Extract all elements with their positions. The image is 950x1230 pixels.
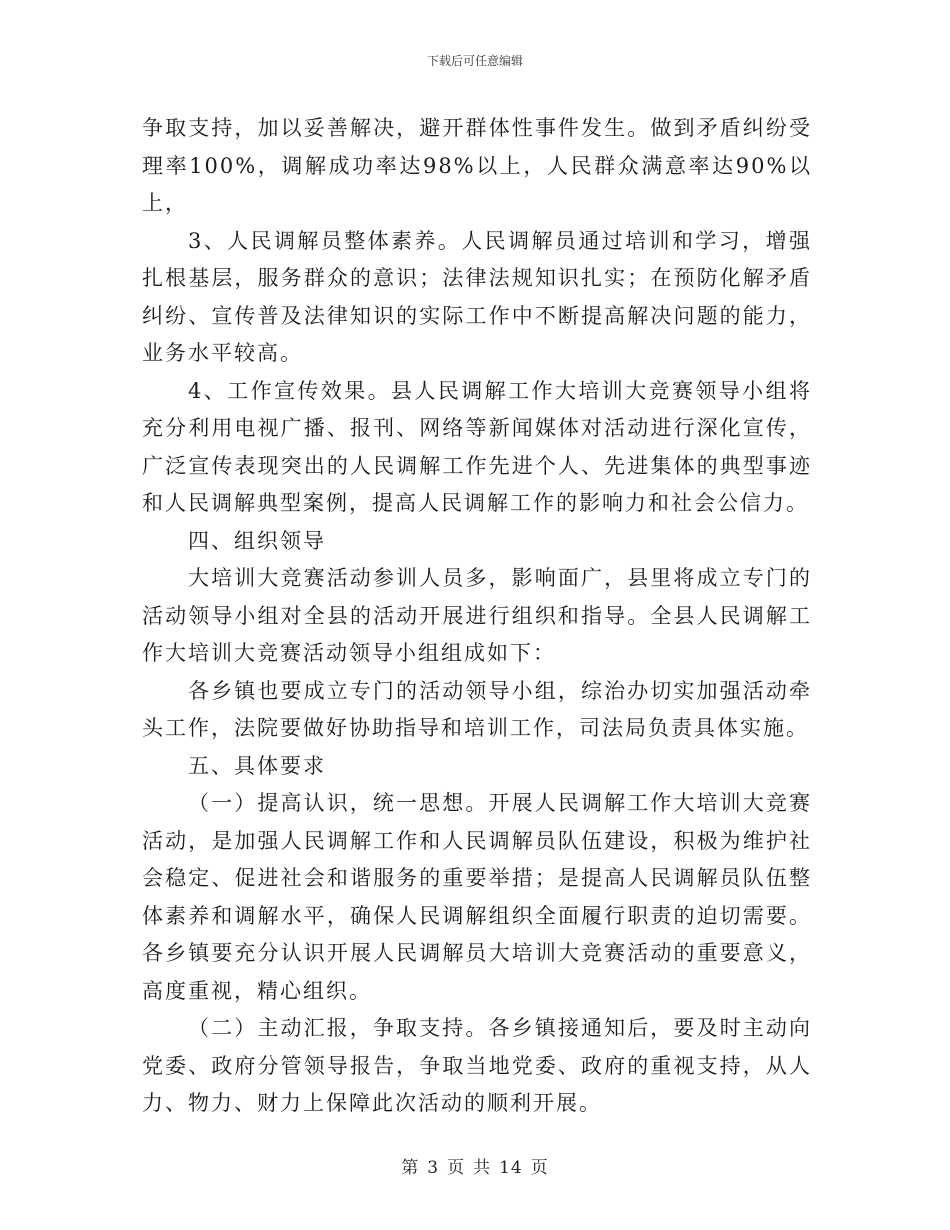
current-page-number: 3 xyxy=(427,1158,440,1178)
paragraph: 大培训大竞赛活动参训人员多，影响面广，县里将成立专门的活动领导小组对全县的活动开展进行组织和指导。全县人民调解工作大培训大竞赛活动领导小组组成如下： xyxy=(142,566,812,665)
page-header: 下载后可任意编辑 xyxy=(426,54,523,68)
footer-page-word: 页 xyxy=(447,1158,466,1178)
document-body xyxy=(142,110,812,1123)
section-heading: 五、具体要求 xyxy=(188,753,326,778)
paragraph: 4、工作宣传效果。县人民调解工作大培训大竞赛领导小组将充分利用电视广播、报刊、网络等新闻媒体对活动进行深化宣传，广泛宣传表现突出的人民调解工作先进个人、先进集体的典型事迹和人民调解典型案例，提高人民调解工作的影响力和社会公信力。 xyxy=(142,378,812,515)
section-heading: 四、组织领导 xyxy=(188,528,326,553)
paragraph: （二）主动汇报，争取支持。各乡镇接通知后，要及时主动向党委、政府分管领导报告，争取当地党委、政府的重视支持，从人力、物力、财力上保障此次活动的顺利开展。 xyxy=(142,1016,812,1115)
paragraph: 争取支持，加以妥善解决，避开群体性事件发生。做到矛盾纠纷受理率100%，调解成功率达98%以上，人民群众满意率达90%以上， xyxy=(142,116,812,215)
total-page-count: 14 xyxy=(499,1158,523,1178)
footer-total-word: 共 xyxy=(473,1158,492,1178)
paragraph: 各乡镇也要成立专门的活动领导小组，综治办切实加强活动牵头工作，法院要做好协助指导和培训工作，司法局负责具体实施。 xyxy=(142,678,812,740)
footer-suffix: 页 xyxy=(530,1158,549,1178)
paragraph: 3、人民调解员整体素养。人民调解员通过培训和学习，增强扎根基层，服务群众的意识；法律法规知识扎实；在预防化解矛盾纠纷、宣传普及法律知识的实际工作中不断提高解决问题的能力，业务水平较高。 xyxy=(142,228,812,365)
paragraph: （一）提高认识，统一思想。开展人民调解工作大培训大竞赛活动，是加强人民调解工作和人民调解员队伍建设，积极为维护社会稳定、促进社会和谐服务的重要举措；是提高人民调解员队伍整体素养和调解水平，确保人民调解组织全面履行职责的迫切需要。各乡镇要充分认识开展人民调解员大培训大竞赛活动的重要意义，高度重视，精心组织。 xyxy=(142,791,812,1003)
footer-prefix: 第 xyxy=(401,1158,420,1178)
page-footer xyxy=(0,1153,950,1178)
